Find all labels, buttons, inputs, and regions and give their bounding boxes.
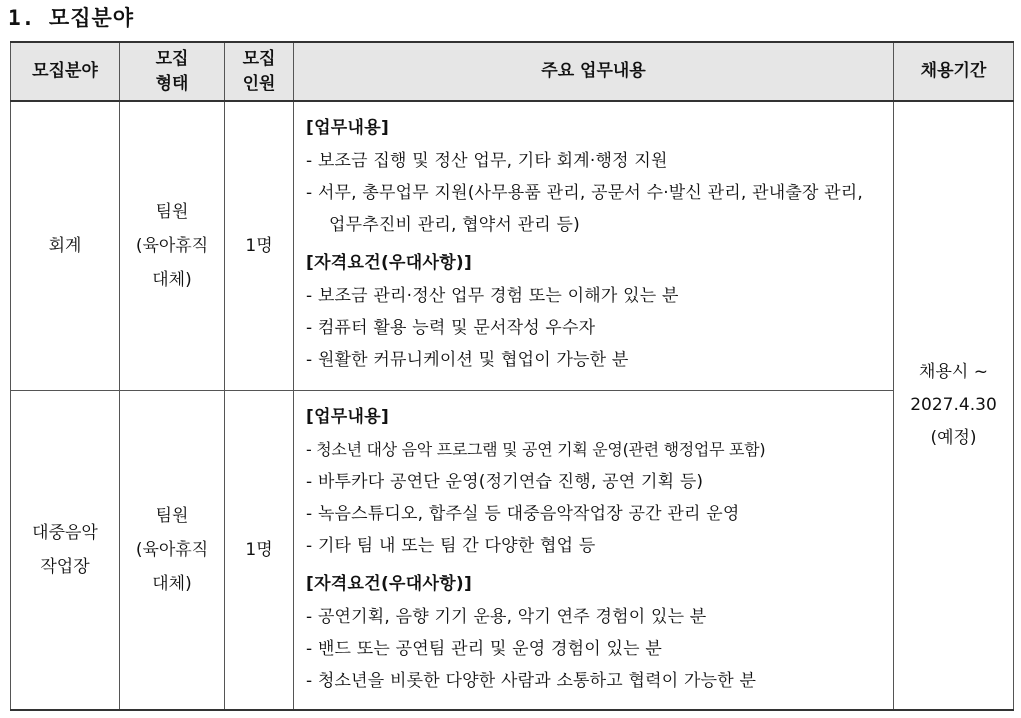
duties-cell	[294, 101, 894, 390]
table-row	[11, 390, 1014, 710]
qualification-item: - 밴드 또는 공연팀 관리 및 운영 경험이 있는 분	[306, 638, 662, 659]
duties-cell	[294, 390, 894, 710]
count-cell: 1명	[225, 390, 294, 710]
work-item: - 녹음스튜디오, 합주실 등 대중음악작업장 공간 관리 운영	[306, 503, 740, 524]
work-item: - 청소년 대상 음악 프로그램 및 공연 기획 운영(관련 행정업무 포함)	[306, 439, 766, 459]
section-title: 1. 모집분야	[8, 6, 135, 30]
qualification-heading: [자격요건(우대사항)]	[306, 253, 473, 273]
header-count: 모집 인원	[225, 42, 294, 101]
header-duties: 주요 업무내용	[294, 42, 894, 101]
header-type: 모집 형태	[120, 42, 225, 101]
header-period: 채용기간	[894, 42, 1014, 101]
type-cell: 팀원 (육아휴직 대체)	[120, 101, 225, 390]
field-cell: 대중음악 작업장	[11, 390, 120, 710]
qualification-heading: [자격요건(우대사항)]	[306, 573, 473, 594]
qualification-item: - 공연기획, 음향 기기 운용, 악기 연주 경험이 있는 분	[306, 606, 707, 627]
recruitment-table	[10, 41, 1014, 711]
table-header-row	[11, 42, 1014, 101]
work-item: - 서무, 총무업무 지원(사무용품 관리, 공문서 수·발신 관리, 관내출장 관리, 업무추진비 관리, 협약서 관리 등)	[306, 183, 864, 235]
qualification-item: - 컴퓨터 활용 능력 및 문서작성 우수자	[306, 318, 596, 338]
period-cell: 채용시 ~ 2027.4.30 (예정)	[894, 101, 1014, 710]
work-item: - 바투카다 공연단 운영(정기연습 진행, 공연 기획 등)	[306, 471, 704, 492]
count-cell: 1명	[225, 101, 294, 390]
table-row	[11, 101, 1014, 390]
qualification-item: - 원활한 커뮤니케이션 및 협업이 가능한 분	[306, 350, 629, 370]
type-cell: 팀원 (육아휴직 대체)	[120, 390, 225, 710]
work-heading: [업무내용]	[306, 118, 390, 138]
qualification-item: - 보조금 관리·정산 업무 경험 또는 이해가 있는 분	[306, 286, 679, 306]
header-field: 모집분야	[11, 42, 120, 101]
field-cell: 회계	[11, 101, 120, 390]
qualification-item: - 청소년을 비롯한 다양한 사람과 소통하고 협력이 가능한 분	[306, 670, 757, 691]
work-heading: [업무내용]	[306, 406, 390, 427]
work-item: - 보조금 집행 및 정산 업무, 기타 회계·행정 지원	[306, 151, 668, 171]
work-item: - 기타 팀 내 또는 팀 간 다양한 협업 등	[306, 535, 596, 556]
